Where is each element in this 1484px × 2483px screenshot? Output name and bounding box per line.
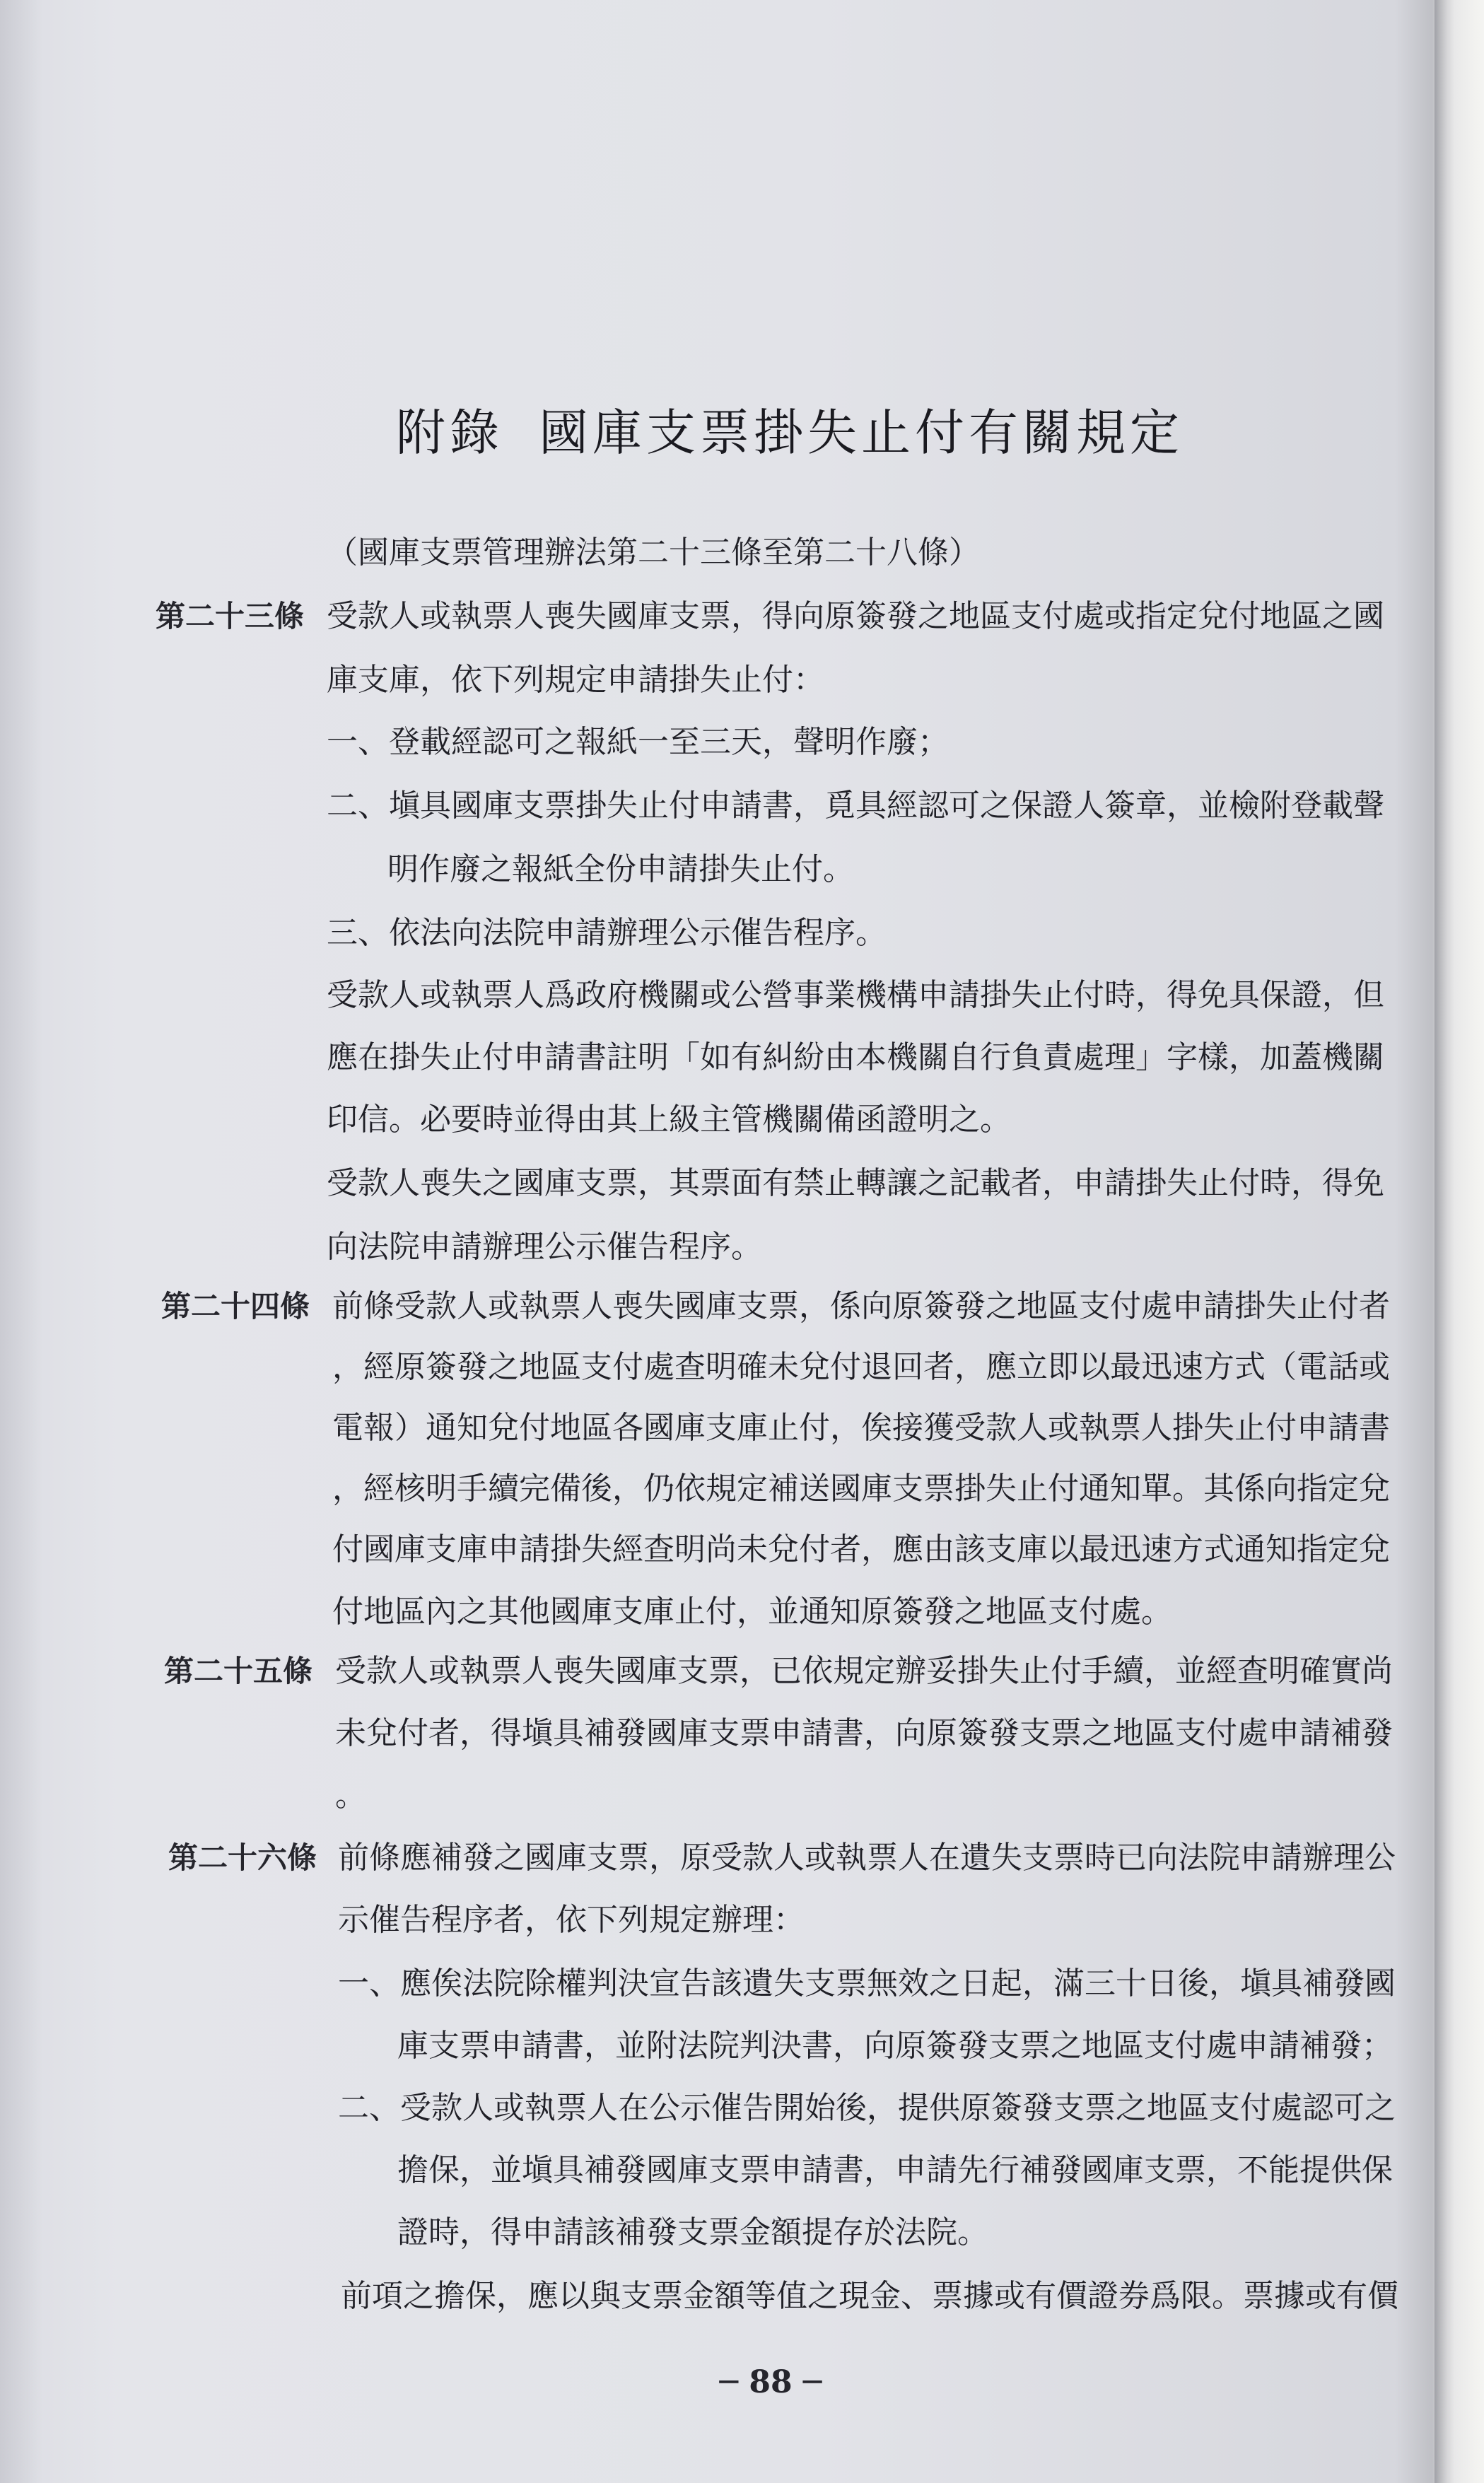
article-label-23: 第二十三條 [156,599,305,633]
article-26-item-1: 一、應俟法院除權判決宣告該遺失支票無效之日起，滿三十日後，塡具補發國 [338,1965,1396,2002]
article-26-line-2: 示催告程序者，依下列規定辦理： [338,1902,805,1938]
article-26-item-2-cont-2: 證時，得申請該補發支票金額提存於法院。 [397,2214,988,2250]
book-spine-shadow [0,0,42,2483]
article-24-line-2: ，經原簽發之地區支付處查明確未兌付退回者，應立即以最迅速方式（電話或 [332,1349,1390,1385]
article-26-item-1-cont: 庫支票申請書，並附法院判決書，向原簽發支票之地區支付處申請補發； [397,2028,1393,2064]
article-26-line-1: 前條應補發之國庫支票，原受款人或執票人在遺失支票時已向法院申請辦理公 [338,1840,1396,1876]
title-prefix: 附錄 [396,404,503,462]
article-23-line-7: 受款人或執票人爲政府機關或公營事業機構申請掛失止付時，得免具保證，但 [327,977,1384,1013]
article-23-line-11: 向法院申請辦理公示催告程序。 [327,1229,762,1265]
article-23-item-2: 二、塡具國庫支票掛失止付申請書，覓具經認可之保證人簽章，並檢附登載聲 [327,788,1384,824]
article-23-line-9: 印信。必要時並得由其上級主管機關備函證明之。 [327,1102,1011,1138]
article-26-item-2-cont-1: 擔保，並塡具補發國庫支票申請書，申請先行補發國庫支票，不能提供保 [397,2152,1393,2188]
article-24-line-3: 電報）通知兌付地區各國庫支庫止付，俟接獲受款人或執票人掛失止付申請書 [332,1410,1390,1446]
article-26-item-2: 二、受款人或執票人在公示催告開始後，提供原簽發支票之地區支付處認可之 [338,2090,1396,2126]
article-24-line-6: 付地區內之其他國庫支庫止付，並通知原簽發之地區支付處。 [332,1594,1172,1630]
article-26-line-8: 前項之擔保，應以與支票金額等值之現金、票據或有價證券爲限。票據或有價 [341,2278,1398,2314]
article-25-line-1: 受款人或執票人喪失國庫支票，已依規定辦妥掛失止付手續，並經查明確實尚 [335,1653,1393,1689]
article-23-line-1: 受款人或執票人喪失國庫支票，得向原簽發之地區支付處或指定兌付地區之國 [327,598,1384,634]
article-25-line-2: 未兌付者，得塡具補發國庫支票申請書，向原簽發支票之地區支付處申請補發 [335,1715,1393,1751]
article-24-line-5: 付國庫支庫申請掛失經查明尚未兌付者，應由該支庫以最迅速方式通知指定兌 [332,1531,1390,1567]
article-23-line-2: 庫支庫，依下列規定申請掛失止付： [327,662,824,698]
article-label-24: 第二十四條 [161,1289,310,1324]
page-edge [1435,0,1484,2483]
article-23-item-3: 三、依法向法院申請辦理公示催告程序。 [327,915,887,951]
article-label-26: 第二十六條 [168,1840,317,1875]
article-24-line-1: 前條受款人或執票人喪失國庫支票，係向原簽發之地區支付處申請掛失止付者 [332,1288,1390,1324]
title-text: 國庫支票掛失止付有關規定 [539,404,1184,462]
article-23-item-1: 一、登載經認可之報紙一至三天，聲明作廢； [327,724,949,760]
article-25-line-3: 。 [335,1777,366,1813]
article-23-line-8: 應在掛失止付申請書註明「如有糾紛由本機關自行負責處理」字樣，加蓋機關 [327,1039,1384,1075]
article-label-25: 第二十五條 [164,1654,313,1688]
page-number: ─ 88 ─ [719,2364,822,2400]
page-title [396,393,1184,465]
source-note: （國庫支票管理辦法第二十三條至第二十八條） [327,534,980,571]
article-24-line-4: ，經核明手續完備後，仍依規定補送國庫支票掛失止付通知單。其係向指定兌 [332,1471,1390,1507]
article-23-line-10: 受款人喪失之國庫支票，其票面有禁止轉讓之記載者，申請掛失止付時，得免 [327,1165,1384,1201]
article-23-item-2-cont: 明作廢之報紙全份申請掛失止付。 [387,851,854,887]
